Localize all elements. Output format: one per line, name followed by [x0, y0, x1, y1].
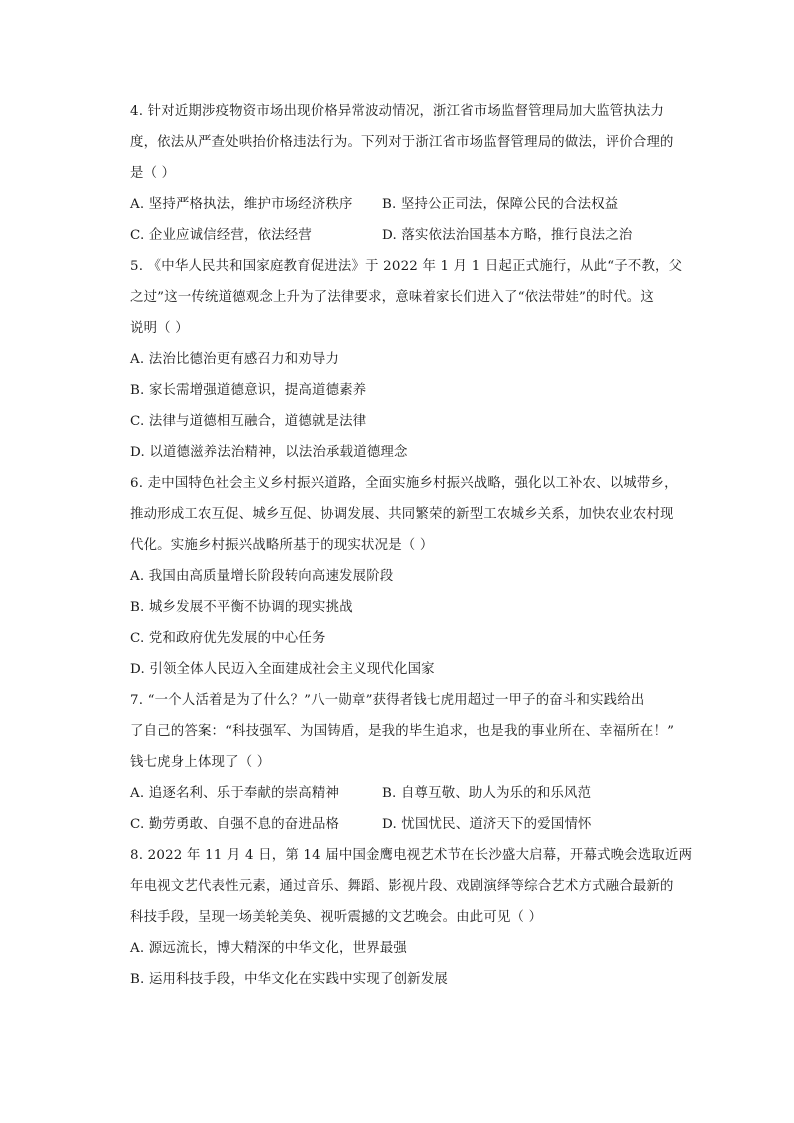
question-8-stem-line-1: 8. 2022 年 11 月 4 日，第 14 届中国金鹰电视艺术节在长沙盛大启幕，开幕式晚会选取近两: [130, 848, 693, 863]
question-4-stem-line-2: 度，依法从严查处哄抬价格违法行为。下列对于浙江省市场监督管理局的做法，评价合理的: [130, 135, 674, 150]
question-6-stem-line-3: 代化。实施乡村振兴战略所基于的现实状况是（ ）: [130, 538, 434, 553]
question-7: [130, 685, 690, 840]
question-6-option-a[interactable]: A. 我国由高质量增长阶段转向高速发展阶段: [130, 569, 394, 584]
question-4: [130, 96, 690, 251]
question-7-options-row-1: [130, 778, 690, 809]
question-4-stem-line-1: 4. 针对近期涉疫物资市场出现价格异常波动情况，浙江省市场监督管理局加大监管执法力: [130, 104, 665, 119]
question-7-stem-line-1: 7. “一个人活着是为了什么？”八一勋章”获得者钱七虎用超过一甲子的奋斗和实践给出: [130, 693, 645, 708]
question-7-stem-line-3: 钱七虎身上体现了（ ）: [130, 755, 271, 770]
question-6-stem-line-2: 推动形成工农互促、城乡互促、协调发展、共同繁荣的新型工农城乡关系，加快农业农村现: [130, 507, 674, 522]
question-4-options-row-1: [130, 189, 690, 220]
question-4-option-c[interactable]: C. 企业应诚信经营，依法经营: [130, 228, 312, 243]
question-7-options-row-2: [130, 809, 690, 840]
question-5-option-c[interactable]: C. 法律与道德相互融合，道德就是法律: [130, 414, 367, 429]
question-6-option-b[interactable]: B. 城乡发展不平衡不协调的现实挑战: [130, 600, 353, 615]
question-8-stem-line-3: 科技手段，呈现一场美轮美奂、视听震撼的文艺晚会。由此可见（ ）: [130, 910, 543, 925]
question-4-option-a[interactable]: A. 坚持严格执法，维护市场经济秩序: [130, 197, 353, 212]
question-5-option-b[interactable]: B. 家长需增强道德意识，提高道德素养: [130, 383, 367, 398]
question-5-stem-line-3: 说明（ ）: [130, 321, 189, 336]
question-8-option-b[interactable]: B. 运用科技手段，中华文化在实践中实现了创新发展: [130, 972, 448, 987]
question-8: [130, 840, 693, 995]
exam-page: [130, 96, 693, 995]
question-7-option-d[interactable]: D. 忧国忧民、道济天下的爱国情怀: [382, 817, 592, 832]
question-7-option-a[interactable]: A. 追逐名利、乐于奉献的崇高精神: [130, 786, 340, 801]
question-4-option-b[interactable]: B. 坚持公正司法，保障公民的合法权益: [382, 197, 619, 212]
question-5-option-d[interactable]: D. 以道德滋养法治精神，以法治承载道德理念: [130, 445, 408, 460]
question-5: [130, 251, 690, 468]
question-7-stem-line-2: 了自己的答案：“科技强军、为国铸盾，是我的毕生追求，也是我的事业所在、幸福所在！”: [130, 724, 675, 739]
question-6-stem-line-1: 6. 走中国特色社会主义乡村振兴道路，全面实施乡村振兴战略，强化以工补农、以城带乡，: [130, 476, 678, 491]
question-4-options-row-2: [130, 220, 690, 251]
question-5-stem-line-1: 5. 《中华人民共和国家庭教育促进法》于 2022 年 1 月 1 日起正式施行，从此“子不教，父: [130, 259, 683, 274]
question-8-stem-line-2: 年电视文艺代表性元素，通过音乐、舞蹈、影视片段、戏剧演绎等综合艺术方式融合最新的: [130, 879, 674, 894]
question-7-option-c[interactable]: C. 勤劳勇敢、自强不息的奋进品格: [130, 817, 340, 832]
question-5-stem-line-2: 之过”这一传统道德观念上升为了法律要求，意味着家长们进入了“依法带娃”的时代。这: [130, 290, 654, 305]
question-6-option-c[interactable]: C. 党和政府优先发展的中心任务: [130, 631, 326, 646]
question-6-option-d[interactable]: D. 引领全体人民迈入全面建成社会主义现代化国家: [130, 662, 435, 677]
question-5-option-a[interactable]: A. 法治比德治更有感召力和劝导力: [130, 352, 340, 367]
question-6: [130, 468, 690, 685]
question-8-option-a[interactable]: A. 源远流长，博大精深的中华文化，世界最强: [130, 941, 408, 956]
question-4-stem-line-3: 是（ ）: [130, 166, 176, 181]
question-4-option-d[interactable]: D. 落实依法治国基本方略，推行良法之治: [382, 228, 633, 243]
question-7-option-b[interactable]: B. 自尊互敬、助人为乐的和乐风范: [382, 786, 592, 801]
